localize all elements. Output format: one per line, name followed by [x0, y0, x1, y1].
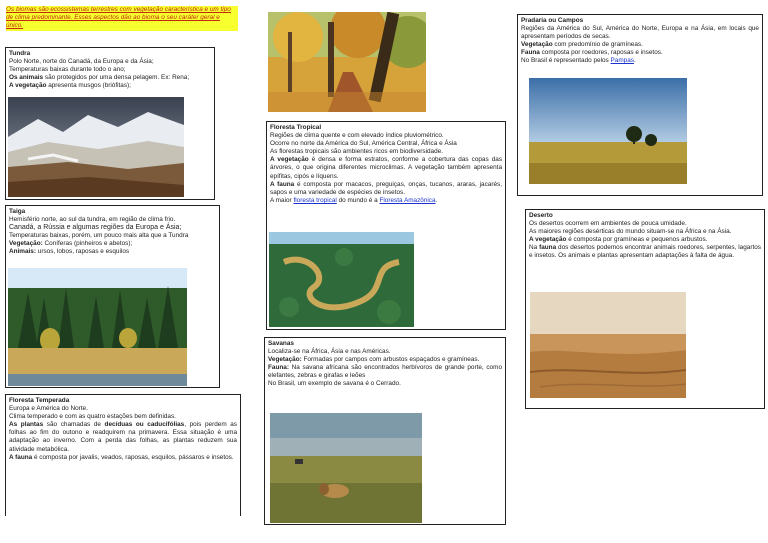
temperada-title: Floresta Temperada — [9, 397, 70, 404]
deserto-line: As maiores regiões desérticas do mundo situam-se na África e na Ásia. — [529, 228, 732, 236]
tundra-line: Polo Norte, norte do Canadá, da Europa e da Ásia; — [9, 58, 154, 66]
pradaria-line: Regiões da América do Sul, América do Norte, Europa e na Ásia, em locais que apresentam períodos de secas. — [521, 25, 759, 41]
desert-photo — [530, 292, 686, 398]
tropical-line: Ocorre no norte da América do Sul, América Central, África e Ásia — [270, 140, 457, 148]
link-floresta-amazonica[interactable]: Floresta Amazônica — [379, 196, 436, 204]
tropical-line: Regiões de clima quente e com elevado índice pluviométrico. — [270, 132, 444, 140]
savanas-line: No Brasil, um exemplo de savana é o Cerrado. — [268, 380, 401, 388]
savanas-line: Vegetação: Formadas por campos com arbustos espaçados e gramíneas. — [268, 356, 480, 364]
tundra-line: A vegetação apresenta musgos (briófitas); — [9, 82, 131, 90]
temperada-line: A fauna é composta por javalis, veados, raposas, esquilos, pássaros e insetos. — [9, 453, 234, 461]
link-floresta-tropical[interactable]: floresta tropical — [293, 196, 337, 204]
deserto-line: Os desertos ocorrem em ambientes de pouca umidade. — [529, 220, 687, 228]
savanas-line: Localiza-se na África, Ásia e nas Américas. — [268, 348, 391, 356]
taiga-line: Hemisfério norte, ao sul da tundra, em região de clima frio. — [9, 216, 176, 224]
taiga-line: Canadá, a Rússia e algumas regiões da Europa e Ásia; — [9, 224, 182, 232]
taiga-line: Animais: ursos, lobos, raposas e esquilos — [9, 248, 130, 256]
savanna-photo — [270, 413, 422, 523]
deserto-line: A vegetação é composta por gramíneas e pequenos arbustos. — [529, 236, 708, 244]
taiga-line: Vegetação: Coníferas (pinheiros e abetos); — [9, 240, 133, 248]
amazon-river-photo — [269, 232, 414, 327]
prairie-photo — [529, 78, 687, 184]
tundra-line: Temperaturas baixas durante todo o ano; — [9, 66, 126, 74]
tropical-line: A fauna é composta por macacos, preguiças, onças, tucanos, araras, jacarés, sapos e uma variedade de espécies de insetos. — [270, 180, 503, 196]
tundra-title: Tundra — [9, 50, 31, 57]
tropical-line: A vegetação é densa e forma estratos, conforme a cobertura das copas das árvores, o que origina diferentes microclimas. A vegetação também apresenta epífitas, cipós e líquens. — [270, 156, 502, 180]
taiga-title: Taiga — [9, 208, 26, 215]
tropical-line: A maior floresta tropical do mundo é a Floresta Amazônica. — [270, 196, 438, 204]
tundra-photo — [8, 97, 184, 197]
temperada-line: As plantas são chamadas de decíduas ou caducifólias, pois perdem as folhas ao fim do outono e readquirem na primavera. Essa situação é uma adaptação ao inverno. Com a perda das folhas, as plantas reduzem sua atividade metabólica. — [9, 421, 238, 453]
forest-path-photo — [268, 12, 426, 112]
temperada-line: Europa e América do Norte. — [9, 405, 88, 413]
taiga-photo — [8, 268, 187, 386]
temperada-card — [5, 394, 241, 516]
pradaria-line: Vegetação com predomínio de gramíneas. — [521, 41, 643, 49]
pradaria-line: Fauna composta por roedores, raposas e insetos. — [521, 49, 663, 57]
intro-text — [6, 6, 238, 31]
savanas-title: Savanas — [268, 340, 294, 347]
taiga-line: Temperaturas baixas, porém, um pouco mais alta que a Tundra — [9, 232, 189, 240]
deserto-line: Na fauna dos desertos podemos encontrar animais roedores, serpentes, lagartos e insetos. Os animais e plantas apresentam adaptações à falta de água. — [529, 244, 761, 260]
link-pampas[interactable]: Pampas — [610, 57, 634, 65]
savanas-line: Fauna: Na savana africana são encontrados herbívoros de grande porte, como elefantes, zebras e girafas e leões — [268, 364, 502, 380]
deserto-title: Deserto — [529, 212, 553, 219]
intro-lead: Os biomas — [6, 6, 37, 13]
pradaria-title: Pradaria ou Campos — [521, 17, 584, 24]
intro-rest: são ecossistemas terrestres com vegetação característica e um tipo de clima predominante. Esses aspectos dão ao bioma o seu caráter geral e único. — [6, 6, 231, 30]
tundra-line: Os animais são protegidos por uma densa pelagem. Ex: Rena; — [9, 74, 190, 82]
temperada-line: Clima temperado e com as quatro estações bem definidas. — [9, 413, 176, 421]
pradaria-line: No Brasil é representado pelos Pampas. — [521, 57, 636, 65]
tropical-title: Floresta Tropical — [270, 124, 322, 131]
tropical-line: As florestas tropicais são ambientes ricos em biodiversidade. — [270, 148, 443, 156]
